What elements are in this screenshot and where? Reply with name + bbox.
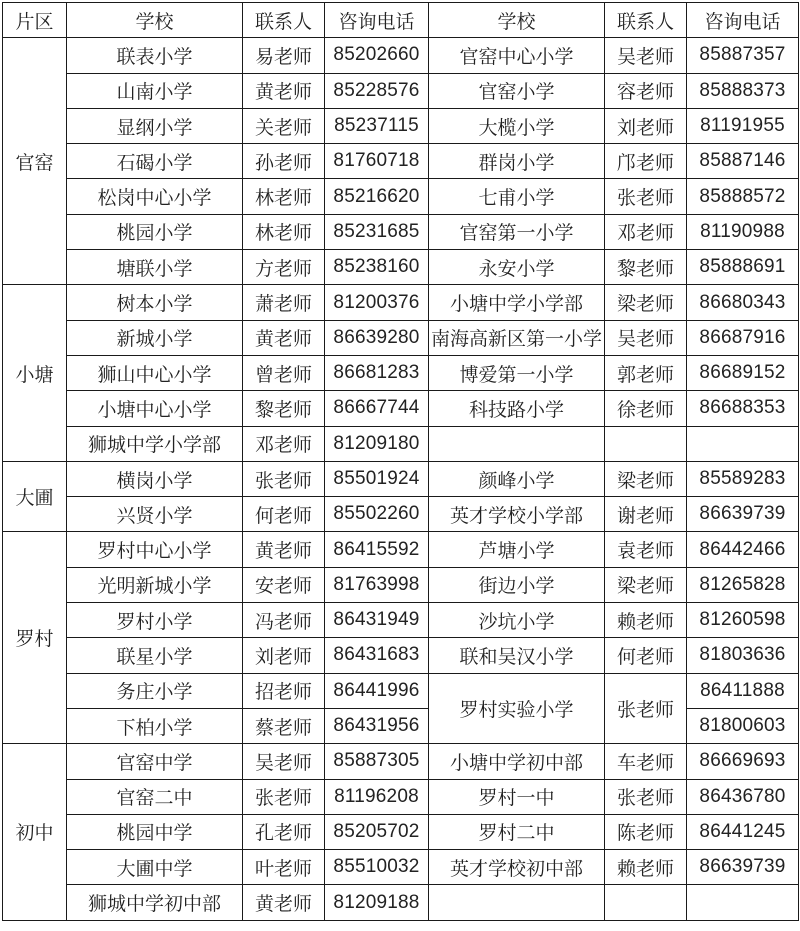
school-name: 狮城中学小学部 bbox=[67, 426, 243, 461]
school-name bbox=[429, 885, 605, 920]
contact-name: 邓老师 bbox=[243, 426, 325, 461]
school-name: 新城小学 bbox=[67, 320, 243, 355]
contact-name: 容老师 bbox=[605, 73, 687, 108]
table-row bbox=[3, 108, 799, 143]
school-name: 南海高新区第一小学 bbox=[429, 320, 605, 355]
header-contact: 联系人 bbox=[605, 3, 687, 38]
contact-name: 车老师 bbox=[605, 744, 687, 779]
phone-number: 86431683 bbox=[325, 638, 429, 673]
phone-number: 85205702 bbox=[325, 814, 429, 849]
region-name: 初中 bbox=[3, 744, 67, 920]
contact-name: 萧老师 bbox=[243, 285, 325, 320]
contact-name: 叶老师 bbox=[243, 850, 325, 885]
table-row bbox=[3, 285, 799, 320]
table-row bbox=[3, 38, 799, 73]
region-name: 小塘 bbox=[3, 285, 67, 461]
contact-name: 黄老师 bbox=[243, 532, 325, 567]
school-name: 务庄小学 bbox=[67, 673, 243, 708]
contact-name: 黄老师 bbox=[243, 73, 325, 108]
phone-number: 85238160 bbox=[325, 250, 429, 285]
school-name: 芦塘小学 bbox=[429, 532, 605, 567]
phone-number: 81260598 bbox=[687, 603, 799, 638]
phone-number: 86441996 bbox=[325, 673, 429, 708]
phone-number: 81763998 bbox=[325, 567, 429, 602]
table-row bbox=[3, 638, 799, 673]
school-name: 罗村中心小学 bbox=[67, 532, 243, 567]
contact-name: 林老师 bbox=[243, 214, 325, 249]
header-phone: 咨询电话 bbox=[325, 3, 429, 38]
contact-name: 刘老师 bbox=[605, 108, 687, 143]
contact-name: 刘老师 bbox=[243, 638, 325, 673]
phone-number: 85216620 bbox=[325, 179, 429, 214]
contact-name: 关老师 bbox=[243, 108, 325, 143]
school-name: 罗村一中 bbox=[429, 779, 605, 814]
header-contact: 联系人 bbox=[243, 3, 325, 38]
phone-number: 86680343 bbox=[687, 285, 799, 320]
contact-name: 张老师 bbox=[605, 779, 687, 814]
contact-name: 黄老师 bbox=[243, 320, 325, 355]
contact-name: 吴老师 bbox=[605, 38, 687, 73]
school-name: 英才学校小学部 bbox=[429, 497, 605, 532]
phone-number: 86687916 bbox=[687, 320, 799, 355]
school-name: 小塘中学小学部 bbox=[429, 285, 605, 320]
phone-number: 86431949 bbox=[325, 603, 429, 638]
table-row bbox=[3, 144, 799, 179]
phone-number bbox=[687, 885, 799, 920]
contact-name: 招老师 bbox=[243, 673, 325, 708]
school-name: 横岗小学 bbox=[67, 461, 243, 496]
table-row bbox=[3, 885, 799, 920]
table-row bbox=[3, 850, 799, 885]
phone-number: 81209180 bbox=[325, 426, 429, 461]
contact-name: 邓老师 bbox=[605, 214, 687, 249]
school-name: 桃园小学 bbox=[67, 214, 243, 249]
phone-number: 85887305 bbox=[325, 744, 429, 779]
school-name: 下柏小学 bbox=[67, 708, 243, 743]
phone-number: 85888691 bbox=[687, 250, 799, 285]
phone-number: 85231685 bbox=[325, 214, 429, 249]
phone-number: 86442466 bbox=[687, 532, 799, 567]
phone-number: 86411888 bbox=[687, 673, 799, 708]
header-phone: 咨询电话 bbox=[687, 3, 799, 38]
phone-number: 86639739 bbox=[687, 850, 799, 885]
contact-name: 孙老师 bbox=[243, 144, 325, 179]
table-row bbox=[3, 391, 799, 426]
phone-number: 85888572 bbox=[687, 179, 799, 214]
contact-name: 谢老师 bbox=[605, 497, 687, 532]
school-name: 山南小学 bbox=[67, 73, 243, 108]
school-name: 博爱第一小学 bbox=[429, 355, 605, 390]
school-name: 罗村二中 bbox=[429, 814, 605, 849]
table-row bbox=[3, 426, 799, 461]
table-row bbox=[3, 673, 799, 708]
school-name: 桃园中学 bbox=[67, 814, 243, 849]
contact-name: 陈老师 bbox=[605, 814, 687, 849]
school-name: 英才学校初中部 bbox=[429, 850, 605, 885]
school-name: 小塘中心小学 bbox=[67, 391, 243, 426]
school-name: 官窑二中 bbox=[67, 779, 243, 814]
table-row bbox=[3, 532, 799, 567]
phone-number: 85510032 bbox=[325, 850, 429, 885]
table-row bbox=[3, 567, 799, 602]
contact-name: 易老师 bbox=[243, 38, 325, 73]
phone-number: 81190988 bbox=[687, 214, 799, 249]
school-name: 科技路小学 bbox=[429, 391, 605, 426]
school-name bbox=[429, 426, 605, 461]
contact-name: 何老师 bbox=[605, 638, 687, 673]
school-name: 大圃中学 bbox=[67, 850, 243, 885]
table-row bbox=[3, 461, 799, 496]
school-name: 兴贤小学 bbox=[67, 497, 243, 532]
phone-number: 85887357 bbox=[687, 38, 799, 73]
phone-number: 81760718 bbox=[325, 144, 429, 179]
table-row bbox=[3, 779, 799, 814]
phone-number: 81196208 bbox=[325, 779, 429, 814]
contact-name bbox=[605, 426, 687, 461]
phone-number: 85502260 bbox=[325, 497, 429, 532]
phone-number: 85589283 bbox=[687, 461, 799, 496]
contact-name: 张老师 bbox=[243, 779, 325, 814]
table-row bbox=[3, 355, 799, 390]
region-name: 大圃 bbox=[3, 461, 67, 532]
school-name: 官窑第一小学 bbox=[429, 214, 605, 249]
table-row bbox=[3, 814, 799, 849]
school-contact-table bbox=[2, 2, 799, 921]
school-name: 沙坑小学 bbox=[429, 603, 605, 638]
contact-name: 林老师 bbox=[243, 179, 325, 214]
contact-name: 安老师 bbox=[243, 567, 325, 602]
school-name: 石碣小学 bbox=[67, 144, 243, 179]
table-row bbox=[3, 603, 799, 638]
contact-name: 赖老师 bbox=[605, 603, 687, 638]
header-school: 学校 bbox=[429, 3, 605, 38]
school-name: 松岗中心小学 bbox=[67, 179, 243, 214]
school-name: 街边小学 bbox=[429, 567, 605, 602]
school-name: 官窑中学 bbox=[67, 744, 243, 779]
table-row bbox=[3, 73, 799, 108]
phone-number: 86415592 bbox=[325, 532, 429, 567]
contact-name: 冯老师 bbox=[243, 603, 325, 638]
table-row bbox=[3, 744, 799, 779]
contact-name: 何老师 bbox=[243, 497, 325, 532]
phone-number: 85501924 bbox=[325, 461, 429, 496]
contact-name: 梁老师 bbox=[605, 567, 687, 602]
phone-number bbox=[687, 426, 799, 461]
contact-table-container bbox=[2, 2, 799, 921]
header-school: 学校 bbox=[67, 3, 243, 38]
phone-number: 81209188 bbox=[325, 885, 429, 920]
contact-name: 郭老师 bbox=[605, 355, 687, 390]
phone-number: 85887146 bbox=[687, 144, 799, 179]
phone-number: 86639280 bbox=[325, 320, 429, 355]
table-row bbox=[3, 320, 799, 355]
contact-name: 蔡老师 bbox=[243, 708, 325, 743]
contact-name: 张老师 bbox=[605, 179, 687, 214]
school-name: 罗村实验小学 bbox=[429, 673, 605, 744]
phone-number: 86681283 bbox=[325, 355, 429, 390]
school-name: 大榄小学 bbox=[429, 108, 605, 143]
header-region: 片区 bbox=[3, 3, 67, 38]
contact-name: 方老师 bbox=[243, 250, 325, 285]
school-name: 显纲小学 bbox=[67, 108, 243, 143]
contact-name: 张老师 bbox=[243, 461, 325, 496]
school-name: 光明新城小学 bbox=[67, 567, 243, 602]
phone-number: 86436780 bbox=[687, 779, 799, 814]
school-name: 群岗小学 bbox=[429, 144, 605, 179]
school-name: 狮山中心小学 bbox=[67, 355, 243, 390]
phone-number: 81200376 bbox=[325, 285, 429, 320]
contact-name: 吴老师 bbox=[243, 744, 325, 779]
table-row bbox=[3, 179, 799, 214]
contact-name: 孔老师 bbox=[243, 814, 325, 849]
region-name: 官窑 bbox=[3, 38, 67, 285]
school-name: 小塘中学初中部 bbox=[429, 744, 605, 779]
contact-name: 曾老师 bbox=[243, 355, 325, 390]
phone-number: 86441245 bbox=[687, 814, 799, 849]
phone-number: 85228576 bbox=[325, 73, 429, 108]
school-name: 罗村小学 bbox=[67, 603, 243, 638]
phone-number: 81265828 bbox=[687, 567, 799, 602]
contact-name: 吴老师 bbox=[605, 320, 687, 355]
header-row bbox=[3, 3, 799, 38]
phone-number: 86431956 bbox=[325, 708, 429, 743]
phone-number: 86639739 bbox=[687, 497, 799, 532]
school-name: 树本小学 bbox=[67, 285, 243, 320]
contact-name bbox=[605, 885, 687, 920]
phone-number: 85237115 bbox=[325, 108, 429, 143]
phone-number: 85888373 bbox=[687, 73, 799, 108]
table-row bbox=[3, 250, 799, 285]
contact-name: 梁老师 bbox=[605, 285, 687, 320]
contact-name: 张老师 bbox=[605, 673, 687, 744]
school-name: 官窑中心小学 bbox=[429, 38, 605, 73]
region-name: 罗村 bbox=[3, 532, 67, 744]
school-name: 塘联小学 bbox=[67, 250, 243, 285]
phone-number: 86669693 bbox=[687, 744, 799, 779]
phone-number: 86688353 bbox=[687, 391, 799, 426]
school-name: 联星小学 bbox=[67, 638, 243, 673]
phone-number: 86689152 bbox=[687, 355, 799, 390]
contact-name: 黄老师 bbox=[243, 885, 325, 920]
contact-name: 邝老师 bbox=[605, 144, 687, 179]
contact-name: 黎老师 bbox=[605, 250, 687, 285]
contact-name: 梁老师 bbox=[605, 461, 687, 496]
contact-name: 袁老师 bbox=[605, 532, 687, 567]
school-name: 官窑小学 bbox=[429, 73, 605, 108]
school-name: 联表小学 bbox=[67, 38, 243, 73]
phone-number: 81191955 bbox=[687, 108, 799, 143]
school-name: 七甫小学 bbox=[429, 179, 605, 214]
school-name: 联和吴汉小学 bbox=[429, 638, 605, 673]
phone-number: 86667744 bbox=[325, 391, 429, 426]
school-name: 永安小学 bbox=[429, 250, 605, 285]
school-name: 颜峰小学 bbox=[429, 461, 605, 496]
phone-number: 81803636 bbox=[687, 638, 799, 673]
contact-name: 黎老师 bbox=[243, 391, 325, 426]
contact-name: 赖老师 bbox=[605, 850, 687, 885]
table-row bbox=[3, 214, 799, 249]
phone-number: 85202660 bbox=[325, 38, 429, 73]
table-row bbox=[3, 497, 799, 532]
school-name: 狮城中学初中部 bbox=[67, 885, 243, 920]
phone-number: 81800603 bbox=[687, 708, 799, 743]
contact-name: 徐老师 bbox=[605, 391, 687, 426]
